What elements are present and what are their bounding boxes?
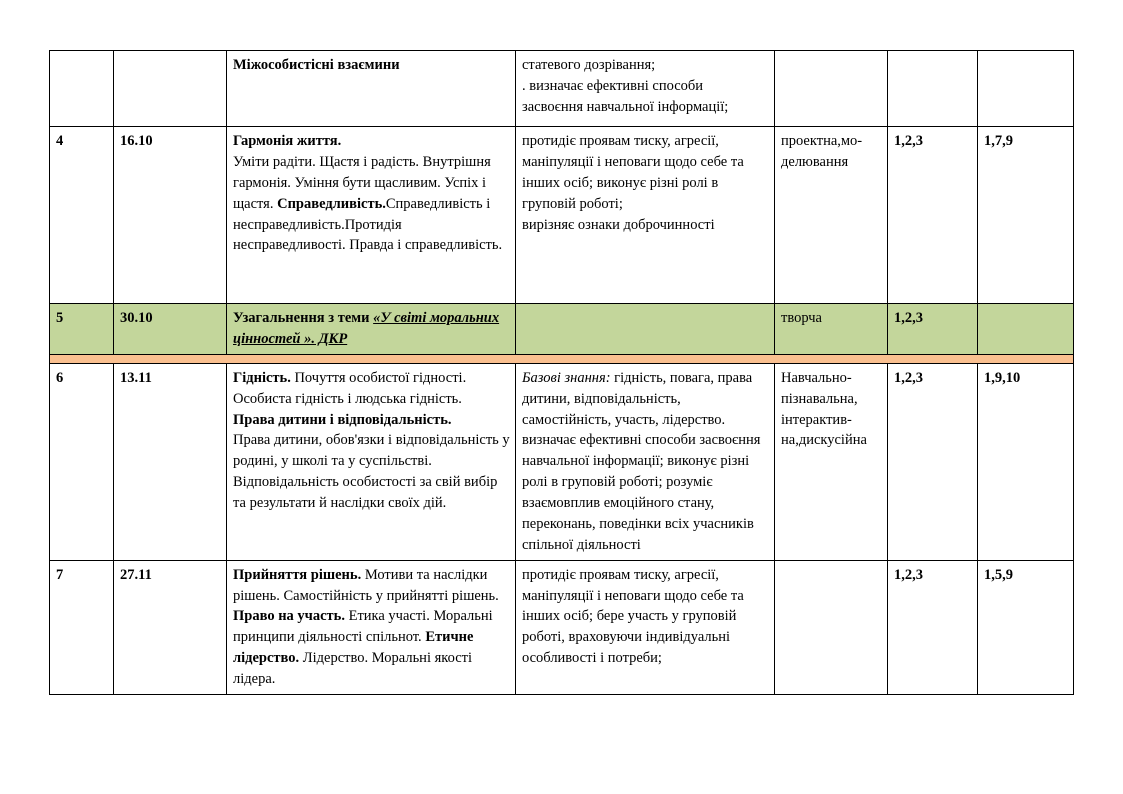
cell-topic	[227, 560, 516, 694]
topic-text: Уміти радіти. Щастя і радість. Внутрішня гармонія. Уміння бути щасливим. Успіх і щастя.	[233, 153, 491, 212]
topic-text-2: Етика участі. Моральні принципи діяльності спільнот.	[233, 608, 493, 646]
lesson-plan-table	[49, 50, 1074, 695]
cell-code-2: 1,7,9	[978, 127, 1074, 304]
cell-method	[775, 560, 888, 694]
outcomes-label: Базові знання:	[522, 369, 611, 386]
cell-number: 4	[50, 127, 114, 304]
cell-method	[775, 51, 888, 127]
topic-prefix: Узагальнення з теми	[233, 310, 374, 326]
cell-number	[50, 51, 114, 127]
table-row	[50, 560, 1074, 694]
topic-text-2: Справедливість і несправедливість.Протидія несправедливості. Правда і справедливість.	[233, 195, 503, 254]
cell-code-1: 1,2,3	[888, 363, 978, 560]
outcome-text: протидіє проявам тиску, агресії, маніпуляції і неповаги щодо себе та інших осіб; виконує різні ролі в груповій роботі;	[522, 133, 744, 212]
cell-date: 16.10	[114, 127, 227, 304]
table-row	[50, 363, 1074, 560]
cell-outcomes	[516, 363, 775, 560]
topic-heading: Гармонія життя.	[233, 133, 342, 149]
cell-code-2: 1,5,9	[978, 560, 1074, 694]
cell-code-1: 1,2,3	[888, 304, 978, 355]
cell-outcomes	[516, 127, 775, 304]
topic-heading: Гідність.	[233, 369, 291, 386]
topic-text-3: Лідерство. Моральні якості лідера.	[233, 650, 472, 687]
cell-code-1: 1,2,3	[888, 127, 978, 304]
cell-outcomes	[516, 51, 775, 127]
cell-date: 13.11	[114, 363, 227, 560]
topic-heading-2: Право на участь.	[233, 608, 345, 625]
cell-date: 30.10	[114, 304, 227, 355]
outcome-line: статевого дозрівання;	[522, 57, 656, 73]
topic-text: Мотиви та наслідки рішень. Самостійність у прийнятті рішень.	[233, 566, 499, 604]
cell-code-2	[978, 304, 1074, 355]
cell-code-2: 1,9,10	[978, 363, 1074, 560]
cell-code-1	[888, 51, 978, 127]
outcome-line: засвоєння навчальної інформації;	[522, 98, 729, 115]
cell-topic	[227, 363, 516, 560]
cell-outcomes	[516, 304, 775, 355]
cell-number: 5	[50, 304, 114, 355]
cell-code-1: 1,2,3	[888, 560, 978, 694]
topic-heading-2: Справедливість.	[277, 195, 386, 212]
table-row-theme-banner	[50, 354, 1074, 363]
cell-date	[114, 51, 227, 127]
topic-quoted-title: «У світі моральних цінностей ».	[233, 310, 500, 347]
outcome-line: . визначає ефективні способи	[522, 77, 704, 94]
table-row-highlighted-green	[50, 304, 1074, 355]
outcome-text-2: вирізняє ознаки доброчинності	[522, 216, 715, 233]
topic-text: Почуття особистої гідності. Особиста гідність і людська гідність.	[233, 369, 467, 407]
theme-banner-text	[50, 354, 1074, 363]
cell-number: 7	[50, 560, 114, 694]
cell-topic	[227, 127, 516, 304]
cell-method: проектна,мо-делювання	[775, 127, 888, 304]
topic-suffix: ДКР	[314, 330, 348, 347]
cell-code-2	[978, 51, 1074, 127]
topic-title: Міжособистісні взаємини	[233, 57, 400, 73]
cell-topic	[227, 304, 516, 355]
table-row	[50, 127, 1074, 304]
topic-heading: Прийняття рішень.	[233, 566, 362, 583]
topic-heading-3: Етичне лідерство.	[233, 629, 474, 667]
topic-text-2: Права дитини, обов'язки і відповідальність у родині, у школі та у суспільстві. Відповідальність особистості за свій вибір та результати й наслідки своїх дій.	[233, 432, 510, 511]
cell-topic	[227, 51, 516, 127]
cell-outcomes: протидіє проявам тиску, агресії, маніпуляції і неповаги щодо себе та інших осіб; бере участь у груповій роботі, враховуючи індивідуальні особливості і потреби;	[516, 560, 775, 694]
topic-heading-2: Права дитини і відповідальність.	[233, 411, 452, 428]
cell-date: 27.11	[114, 560, 227, 694]
cell-method: Навчально-пізнавальна, інтерактив-на,дискусійна	[775, 363, 888, 560]
outcome-text: гідність, повага, права дитини, відповідальність, самостійність, участь, лідерство. визначає ефективні способи засвоєння навчальної інформації; виконує різні ролі в груповій роботі; розуміє взаємовплив емоційного стану, переконань, поведінки всіх учасників спільної діяльності	[522, 369, 761, 553]
cell-method: творча	[775, 304, 888, 355]
table-row	[50, 51, 1074, 127]
cell-number: 6	[50, 363, 114, 560]
